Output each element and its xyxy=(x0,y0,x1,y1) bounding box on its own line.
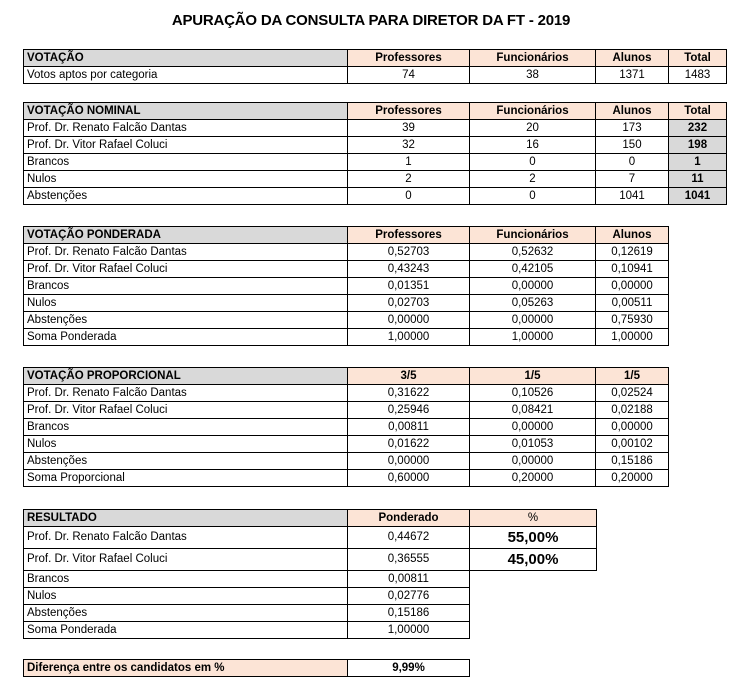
diferenca-label: Diferença entre os candidatos em % xyxy=(24,660,348,677)
row-label: Brancos xyxy=(24,278,348,295)
table-header-row xyxy=(24,227,669,244)
cell: 0,00000 xyxy=(470,453,596,470)
table-row xyxy=(24,329,669,346)
table-row xyxy=(24,588,597,605)
row-label: Soma Proporcional xyxy=(24,470,348,487)
cell: 1483 xyxy=(669,67,727,84)
cell: 0 xyxy=(470,154,596,171)
cell: 0,02188 xyxy=(596,402,669,419)
table-row xyxy=(24,660,470,677)
row-label: Soma Ponderada xyxy=(24,622,348,639)
cell: 0,60000 xyxy=(348,470,470,487)
total-cell: 11 xyxy=(669,171,727,188)
table-row xyxy=(24,171,727,188)
section-header: VOTAÇÃO NOMINAL xyxy=(24,103,348,120)
cell: 0,00000 xyxy=(470,419,596,436)
table-row xyxy=(24,527,597,549)
cell: 32 xyxy=(348,137,470,154)
cell: 20 xyxy=(470,120,596,137)
table-row xyxy=(24,436,669,453)
cell: 0 xyxy=(596,154,669,171)
row-label: Nulos xyxy=(24,171,348,188)
cell: 0,10526 xyxy=(470,385,596,402)
cell: 0,01622 xyxy=(348,436,470,453)
cell: 0,02776 xyxy=(348,588,470,605)
cell: 0,52632 xyxy=(470,244,596,261)
cell: 0,00000 xyxy=(470,312,596,329)
row-label: Brancos xyxy=(24,419,348,436)
cell: 0,10941 xyxy=(596,261,669,278)
row-label: Abstenções xyxy=(24,453,348,470)
section-header: VOTAÇÃO xyxy=(24,50,348,67)
cell: 0,00811 xyxy=(348,571,470,588)
table-row xyxy=(24,120,727,137)
cell: 0,52703 xyxy=(348,244,470,261)
cell: 0,31622 xyxy=(348,385,470,402)
row-label: Prof. Dr. Vitor Rafael Coluci xyxy=(24,261,348,278)
cell: 0,00102 xyxy=(596,436,669,453)
column-header: 1/5 xyxy=(470,368,596,385)
diferenca-table xyxy=(23,659,470,677)
total-cell: 1 xyxy=(669,154,727,171)
section-header: VOTAÇÃO PONDERADA xyxy=(24,227,348,244)
cell: 0,12619 xyxy=(596,244,669,261)
empty-cell xyxy=(470,622,597,639)
cell: 39 xyxy=(348,120,470,137)
cell: 0,44672 xyxy=(348,527,470,549)
cell: 2 xyxy=(470,171,596,188)
page-title: APURAÇÃO DA CONSULTA PARA DIRETOR DA FT - 2019 xyxy=(171,12,571,29)
cell: 0,01351 xyxy=(348,278,470,295)
column-header: Funcionários xyxy=(470,227,596,244)
row-label: Nulos xyxy=(24,436,348,453)
nominal-table xyxy=(23,102,727,205)
cell: 0,36555 xyxy=(348,549,470,571)
table-row xyxy=(24,295,669,312)
resultado-table xyxy=(23,509,597,639)
row-label: Soma Ponderada xyxy=(24,329,348,346)
total-cell: 198 xyxy=(669,137,727,154)
row-label: Nulos xyxy=(24,295,348,312)
cell: 1 xyxy=(348,154,470,171)
cell: 1041 xyxy=(596,188,669,205)
column-header: % xyxy=(470,510,597,527)
diferenca-value: 9,99% xyxy=(348,660,470,677)
table-row xyxy=(24,605,597,622)
table-row xyxy=(24,278,669,295)
table-row xyxy=(24,453,669,470)
cell: 1,00000 xyxy=(596,329,669,346)
column-header: Funcionários xyxy=(470,50,596,67)
cell: 173 xyxy=(596,120,669,137)
total-cell: 232 xyxy=(669,120,727,137)
row-label: Brancos xyxy=(24,154,348,171)
ponderada-table xyxy=(23,226,669,346)
row-label: Votos aptos por categoria xyxy=(24,67,348,84)
section-header: VOTAÇÃO PROPORCIONAL xyxy=(24,368,348,385)
empty-cell xyxy=(470,571,597,588)
row-label: Prof. Dr. Renato Falcão Dantas xyxy=(24,385,348,402)
row-label: Abstenções xyxy=(24,312,348,329)
column-header: 3/5 xyxy=(348,368,470,385)
column-header: Professores xyxy=(348,50,470,67)
row-label: Prof. Dr. Renato Falcão Dantas xyxy=(24,527,348,549)
cell: 0,00811 xyxy=(348,419,470,436)
row-label: Abstenções xyxy=(24,605,348,622)
column-header: 1/5 xyxy=(596,368,669,385)
cell: 0,00000 xyxy=(348,312,470,329)
cell: 0,15186 xyxy=(596,453,669,470)
cell: 0 xyxy=(348,188,470,205)
column-header: Total xyxy=(669,50,727,67)
cell: 16 xyxy=(470,137,596,154)
table-row xyxy=(24,312,669,329)
cell: 74 xyxy=(348,67,470,84)
table-row xyxy=(24,188,727,205)
row-label: Nulos xyxy=(24,588,348,605)
column-header: Alunos xyxy=(596,50,669,67)
cell: 2 xyxy=(348,171,470,188)
column-header: Funcionários xyxy=(470,103,596,120)
proporcional-table xyxy=(23,367,669,487)
table-header-row xyxy=(24,368,669,385)
cell: 0 xyxy=(470,188,596,205)
cell: 0,42105 xyxy=(470,261,596,278)
cell: 0,02703 xyxy=(348,295,470,312)
column-header: Alunos xyxy=(596,103,669,120)
table-header-row xyxy=(24,510,597,527)
empty-cell xyxy=(470,588,597,605)
table-row xyxy=(24,402,669,419)
cell: 0,25946 xyxy=(348,402,470,419)
row-label: Prof. Dr. Vitor Rafael Coluci xyxy=(24,402,348,419)
total-cell: 1041 xyxy=(669,188,727,205)
table-row xyxy=(24,244,669,261)
cell: 0,01053 xyxy=(470,436,596,453)
row-label: Prof. Dr. Vitor Rafael Coluci xyxy=(24,549,348,571)
column-header: Total xyxy=(669,103,727,120)
cell: 0,00000 xyxy=(348,453,470,470)
column-header: Alunos xyxy=(596,227,669,244)
cell: 0,02524 xyxy=(596,385,669,402)
cell: 1,00000 xyxy=(348,329,470,346)
cell: 0,00000 xyxy=(596,278,669,295)
cell: 150 xyxy=(596,137,669,154)
column-header: Professores xyxy=(348,227,470,244)
cell: 1371 xyxy=(596,67,669,84)
table-row xyxy=(24,154,727,171)
column-header: Professores xyxy=(348,103,470,120)
table-row xyxy=(24,67,727,84)
cell: 0,00000 xyxy=(470,278,596,295)
cell: 1,00000 xyxy=(470,329,596,346)
table-row xyxy=(24,385,669,402)
row-label: Prof. Dr. Vitor Rafael Coluci xyxy=(24,137,348,154)
cell: 7 xyxy=(596,171,669,188)
table-header-row xyxy=(24,103,727,120)
table-row xyxy=(24,419,669,436)
row-label: Prof. Dr. Renato Falcão Dantas xyxy=(24,120,348,137)
section-header: RESULTADO xyxy=(24,510,348,527)
cell: 0,05263 xyxy=(470,295,596,312)
cell: 38 xyxy=(470,67,596,84)
table-row xyxy=(24,137,727,154)
table-row xyxy=(24,261,669,278)
column-header: Ponderado xyxy=(348,510,470,527)
table-row xyxy=(24,622,597,639)
cell: 0,75930 xyxy=(596,312,669,329)
cell: 0,00511 xyxy=(596,295,669,312)
votacao-table xyxy=(23,49,727,84)
cell: 0,20000 xyxy=(470,470,596,487)
row-label: Prof. Dr. Renato Falcão Dantas xyxy=(24,244,348,261)
table-row xyxy=(24,549,597,571)
cell: 0,20000 xyxy=(596,470,669,487)
percent-cell: 45,00% xyxy=(470,549,597,571)
cell: 0,15186 xyxy=(348,605,470,622)
cell: 0,43243 xyxy=(348,261,470,278)
row-label: Abstenções xyxy=(24,188,348,205)
table-header-row xyxy=(24,50,727,67)
row-label: Brancos xyxy=(24,571,348,588)
table-row xyxy=(24,470,669,487)
empty-cell xyxy=(470,605,597,622)
cell: 0,08421 xyxy=(470,402,596,419)
cell: 0,00000 xyxy=(596,419,669,436)
cell: 1,00000 xyxy=(348,622,470,639)
percent-cell: 55,00% xyxy=(470,527,597,549)
table-row xyxy=(24,571,597,588)
